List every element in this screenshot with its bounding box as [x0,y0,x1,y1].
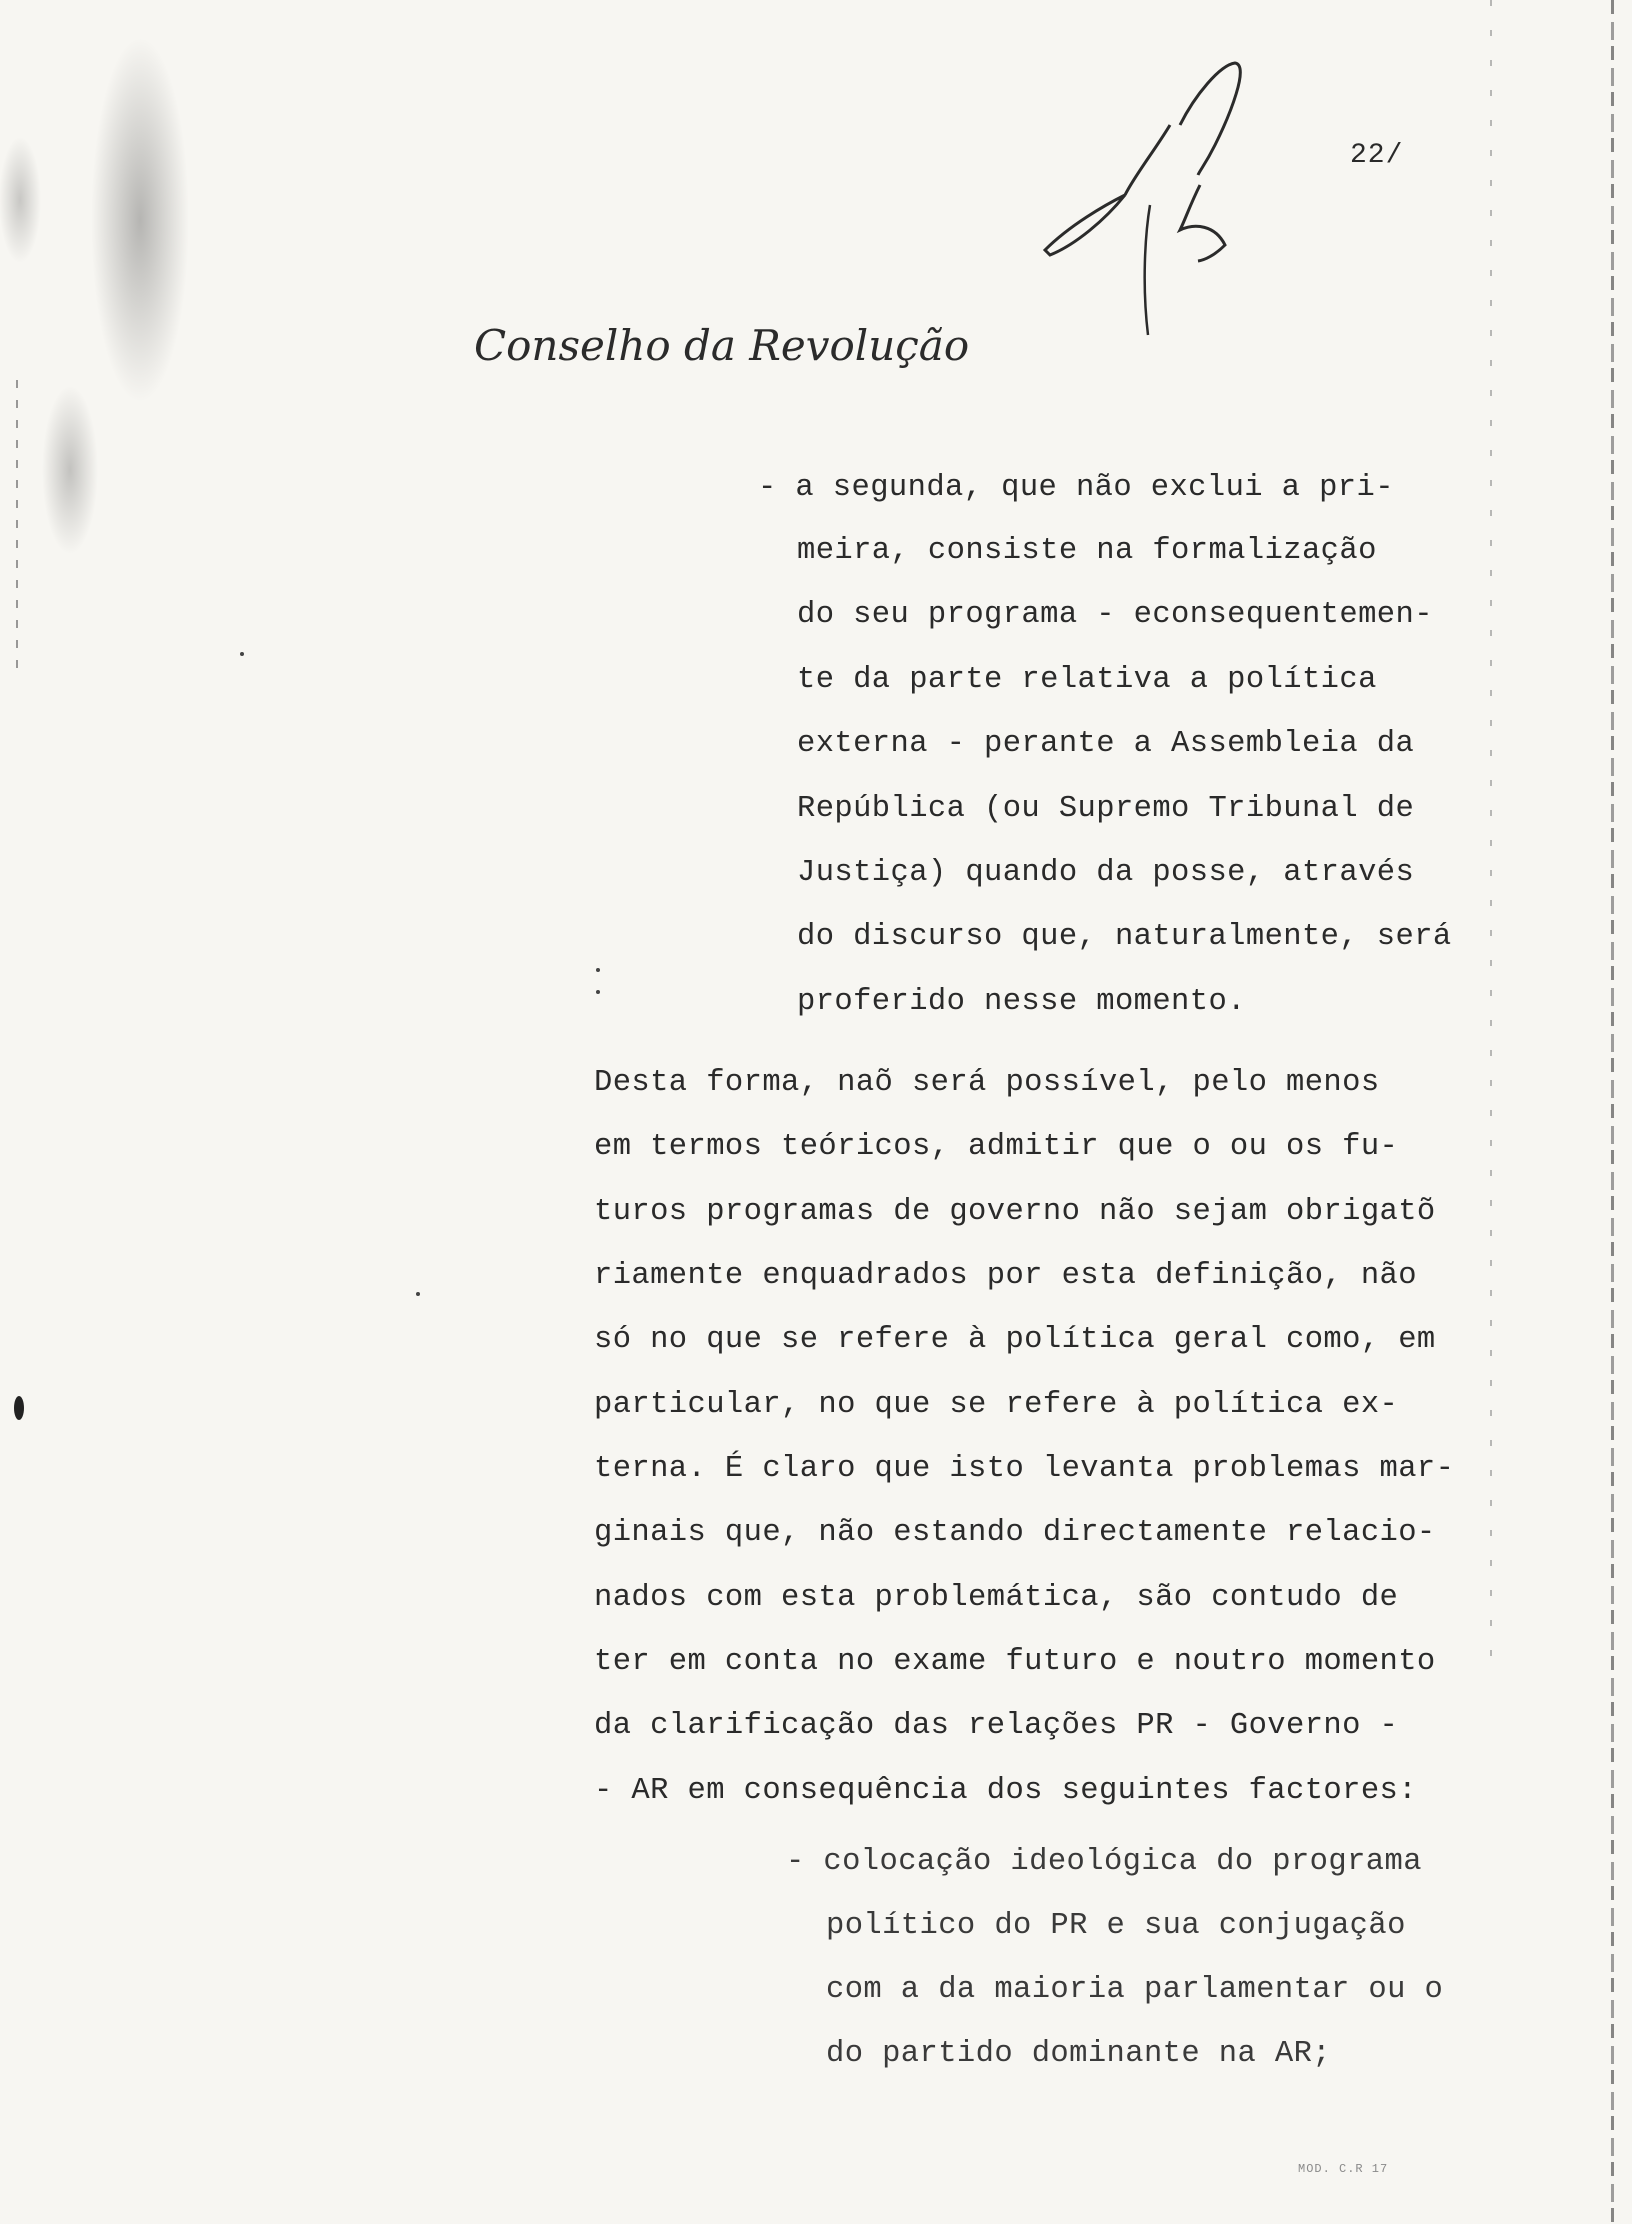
text-line: turos programas de governo não sejam obrigatõ [594,1195,1436,1229]
text-line: externa - perante a Assembleia da [797,727,1415,761]
page-number: 22/ [1350,140,1404,171]
text-line: te da parte relativa a política [797,663,1377,697]
text-line: - AR em consequência dos seguintes factores: [594,1774,1417,1808]
text-line: Desta forma, naõ será possível, pelo menos [594,1066,1380,1100]
scan-smudge [0,0,240,620]
text-line: ter em conta no exame futuro e noutro momento [594,1645,1436,1679]
form-code: MOD. C.R 17 [1298,2162,1389,2176]
text-line: do seu programa - econsequentemen- [797,598,1433,632]
text-line: proferido nesse momento. [797,985,1246,1019]
ink-speck [416,1292,420,1296]
text-line: - a segunda, que não exclui a pri- [758,471,1394,505]
text-line: do partido dominante na AR; [826,2037,1331,2071]
scan-edge-right [1611,0,1614,2224]
scan-edge-inner [1490,0,1492,1680]
text-line: com a da maioria parlamentar ou o [826,1973,1444,2007]
text-line: Justiça) quando da posse, através [797,856,1415,890]
text-line: do discurso que, naturalmente, será [797,920,1452,954]
text-line: particular, no que se refere à política ex- [594,1388,1399,1422]
ink-speck [596,968,600,972]
ink-speck [240,652,244,656]
scan-edge-left [16,380,18,680]
text-line: da clarificação das relações PR - Governo - [594,1709,1399,1743]
text-line: terna. É claro que isto levanta problemas mar- [594,1452,1455,1486]
text-line: - colocação ideológica do programa [786,1845,1422,1879]
ink-speck [596,990,600,994]
text-line: político do PR e sua conjugação [826,1909,1406,1943]
text-line: ginais que, não estando directamente relacio- [594,1516,1436,1550]
letterhead-text: Conselho da Revolução [474,321,970,370]
text-line: nados com esta problemática, são contudo de [594,1581,1399,1615]
ink-blot [14,1396,24,1420]
text-line: só no que se refere à política geral como, em [594,1323,1436,1357]
text-line: meira, consiste na formalização [797,534,1377,568]
letterhead-logo [470,302,990,382]
text-line: República (ou Supremo Tribunal de [797,792,1415,826]
text-line: riamente enquadrados por esta definição, não [594,1259,1417,1293]
text-line: em termos teóricos, admitir que o ou os fu- [594,1130,1399,1164]
handwritten-signature [1030,55,1260,345]
